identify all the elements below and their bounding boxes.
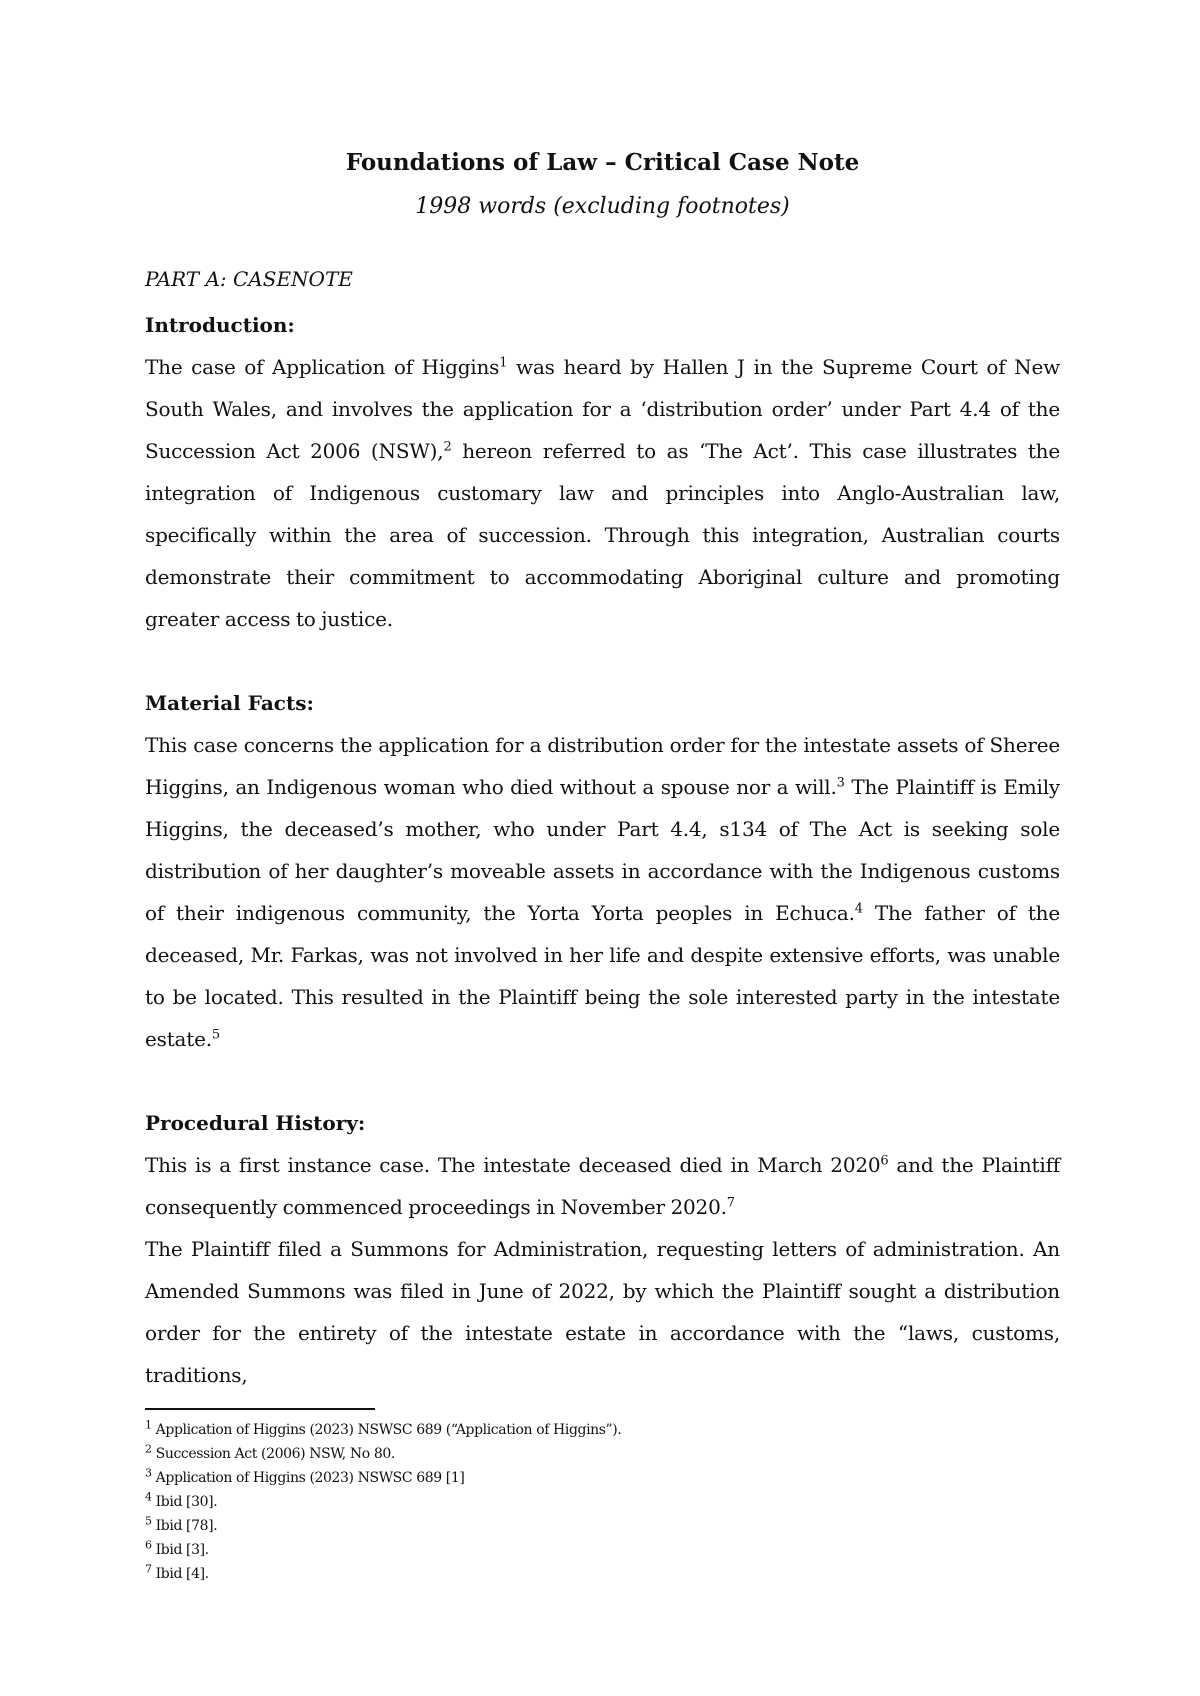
- history-text-2: and the Plaintiff consequently commenced proceedings in November 2020.: [145, 1153, 1060, 1219]
- procedural-history-section: [145, 1102, 1060, 1396]
- introduction-paragraph: [145, 346, 1060, 640]
- procedural-history-paragraph-1: [145, 1144, 1060, 1228]
- footnote-text: Ibid [78].: [155, 1518, 218, 1534]
- footnote-number: 3: [145, 1466, 152, 1480]
- introduction-heading: Introduction:: [145, 313, 295, 337]
- footnote-4: [145, 1490, 1060, 1514]
- material-facts-section: [145, 682, 1060, 1060]
- word-count-subtitle: 1998 words (excluding footnotes): [415, 194, 790, 219]
- facts-text-2: The Plaintiff is Emily Higgins, the deceased’s mother, who under Part 4.4, s134 of The Act is seeking sole distribution of her daughter’s moveable assets in accordance with the Indigenous customs of their indigenous community, the Yorta Yorta peoples in Echuca.: [145, 775, 1060, 925]
- footnote-separator: [145, 1408, 375, 1410]
- footnote-number: 6: [145, 1538, 152, 1552]
- facts-text-1: This case concerns the application for a distribution order for the intestate assets of Sheree Higgins, an Indigenous woman who died without a spouse nor a will.: [145, 733, 1060, 799]
- footnote-number: 7: [145, 1562, 152, 1576]
- history-text-1: This is a first instance case. The intestate deceased died in March 2020: [145, 1153, 881, 1177]
- footnote-number: 5: [145, 1514, 152, 1528]
- footnote-text: Ibid [4].: [155, 1566, 209, 1582]
- footnote-text: Ibid [3].: [155, 1542, 209, 1558]
- footnote-ref-6[interactable]: 6: [880, 1153, 889, 1169]
- footnote-text: Ibid [30].: [155, 1494, 218, 1510]
- footnote-6: [145, 1538, 1060, 1562]
- footnote-7: [145, 1562, 1060, 1586]
- footnote-3: [145, 1466, 1060, 1490]
- introduction-section: [145, 304, 1060, 640]
- procedural-history-paragraph-2: The Plaintiff filed a Summons for Administration, requesting letters of administration. An Amended Summons was filed in June of 2022, by which the Plaintiff sought a distribution order for the entirety of the intestate estate in accordance with the “laws, customs, traditions,: [145, 1237, 1060, 1387]
- intro-text-3: hereon referred to as ‘The Act’. This case illustrates the integration of Indigenous customary law and principles into Anglo-Australian law, specifically within the area of succession. Through this integration, Australian courts demonstrate their commitment to accommodating Aboriginal culture and promoting greater access to justice.: [145, 439, 1060, 631]
- footnote-number: 1: [145, 1418, 152, 1432]
- footnote-ref-3[interactable]: 3: [836, 775, 845, 791]
- footnote-text: Application of Higgins (2023) NSWSC 689 (“Application of Higgins”).: [155, 1422, 622, 1438]
- footnote-text: Application of Higgins (2023) NSWSC 689 [1]: [155, 1470, 465, 1486]
- facts-text-3: The father of the deceased, Mr. Farkas, was not involved in her life and despite extensive efforts, was unable to be located. This resulted in the Plaintiff being the sole interested party in the intestate estate.: [145, 901, 1061, 1051]
- footnote-ref-1[interactable]: 1: [499, 355, 508, 371]
- part-a-label: PART A: CASENOTE: [145, 267, 353, 291]
- footnote-ref-2[interactable]: 2: [443, 439, 452, 455]
- intro-text-1: The case of Application of Higgins: [145, 355, 500, 379]
- footnote-text: Succession Act (2006) NSW, No 80.: [155, 1446, 395, 1462]
- footnote-1: [145, 1418, 1060, 1442]
- material-facts-heading: Material Facts:: [145, 691, 314, 715]
- intro-text-2: was heard by Hallen J in the Supreme Court of New South Wales, and involves the application for a ‘distribution order’ under Part 4.4 of the Succession Act 2006 (NSW),: [145, 355, 1061, 463]
- footnotes-list: [145, 1418, 1060, 1586]
- footnote-5: [145, 1514, 1060, 1538]
- footnote-ref-4[interactable]: 4: [854, 901, 863, 917]
- material-facts-paragraph: [145, 724, 1060, 1060]
- document-title: Foundations of Law – Critical Case Note: [345, 149, 860, 176]
- footnote-2: [145, 1442, 1060, 1466]
- footnote-ref-5[interactable]: 5: [211, 1027, 220, 1043]
- footnote-ref-7[interactable]: 7: [726, 1195, 735, 1211]
- footnote-number: 4: [145, 1490, 152, 1504]
- footnote-number: 2: [145, 1442, 152, 1456]
- procedural-history-heading: Procedural History:: [145, 1111, 366, 1135]
